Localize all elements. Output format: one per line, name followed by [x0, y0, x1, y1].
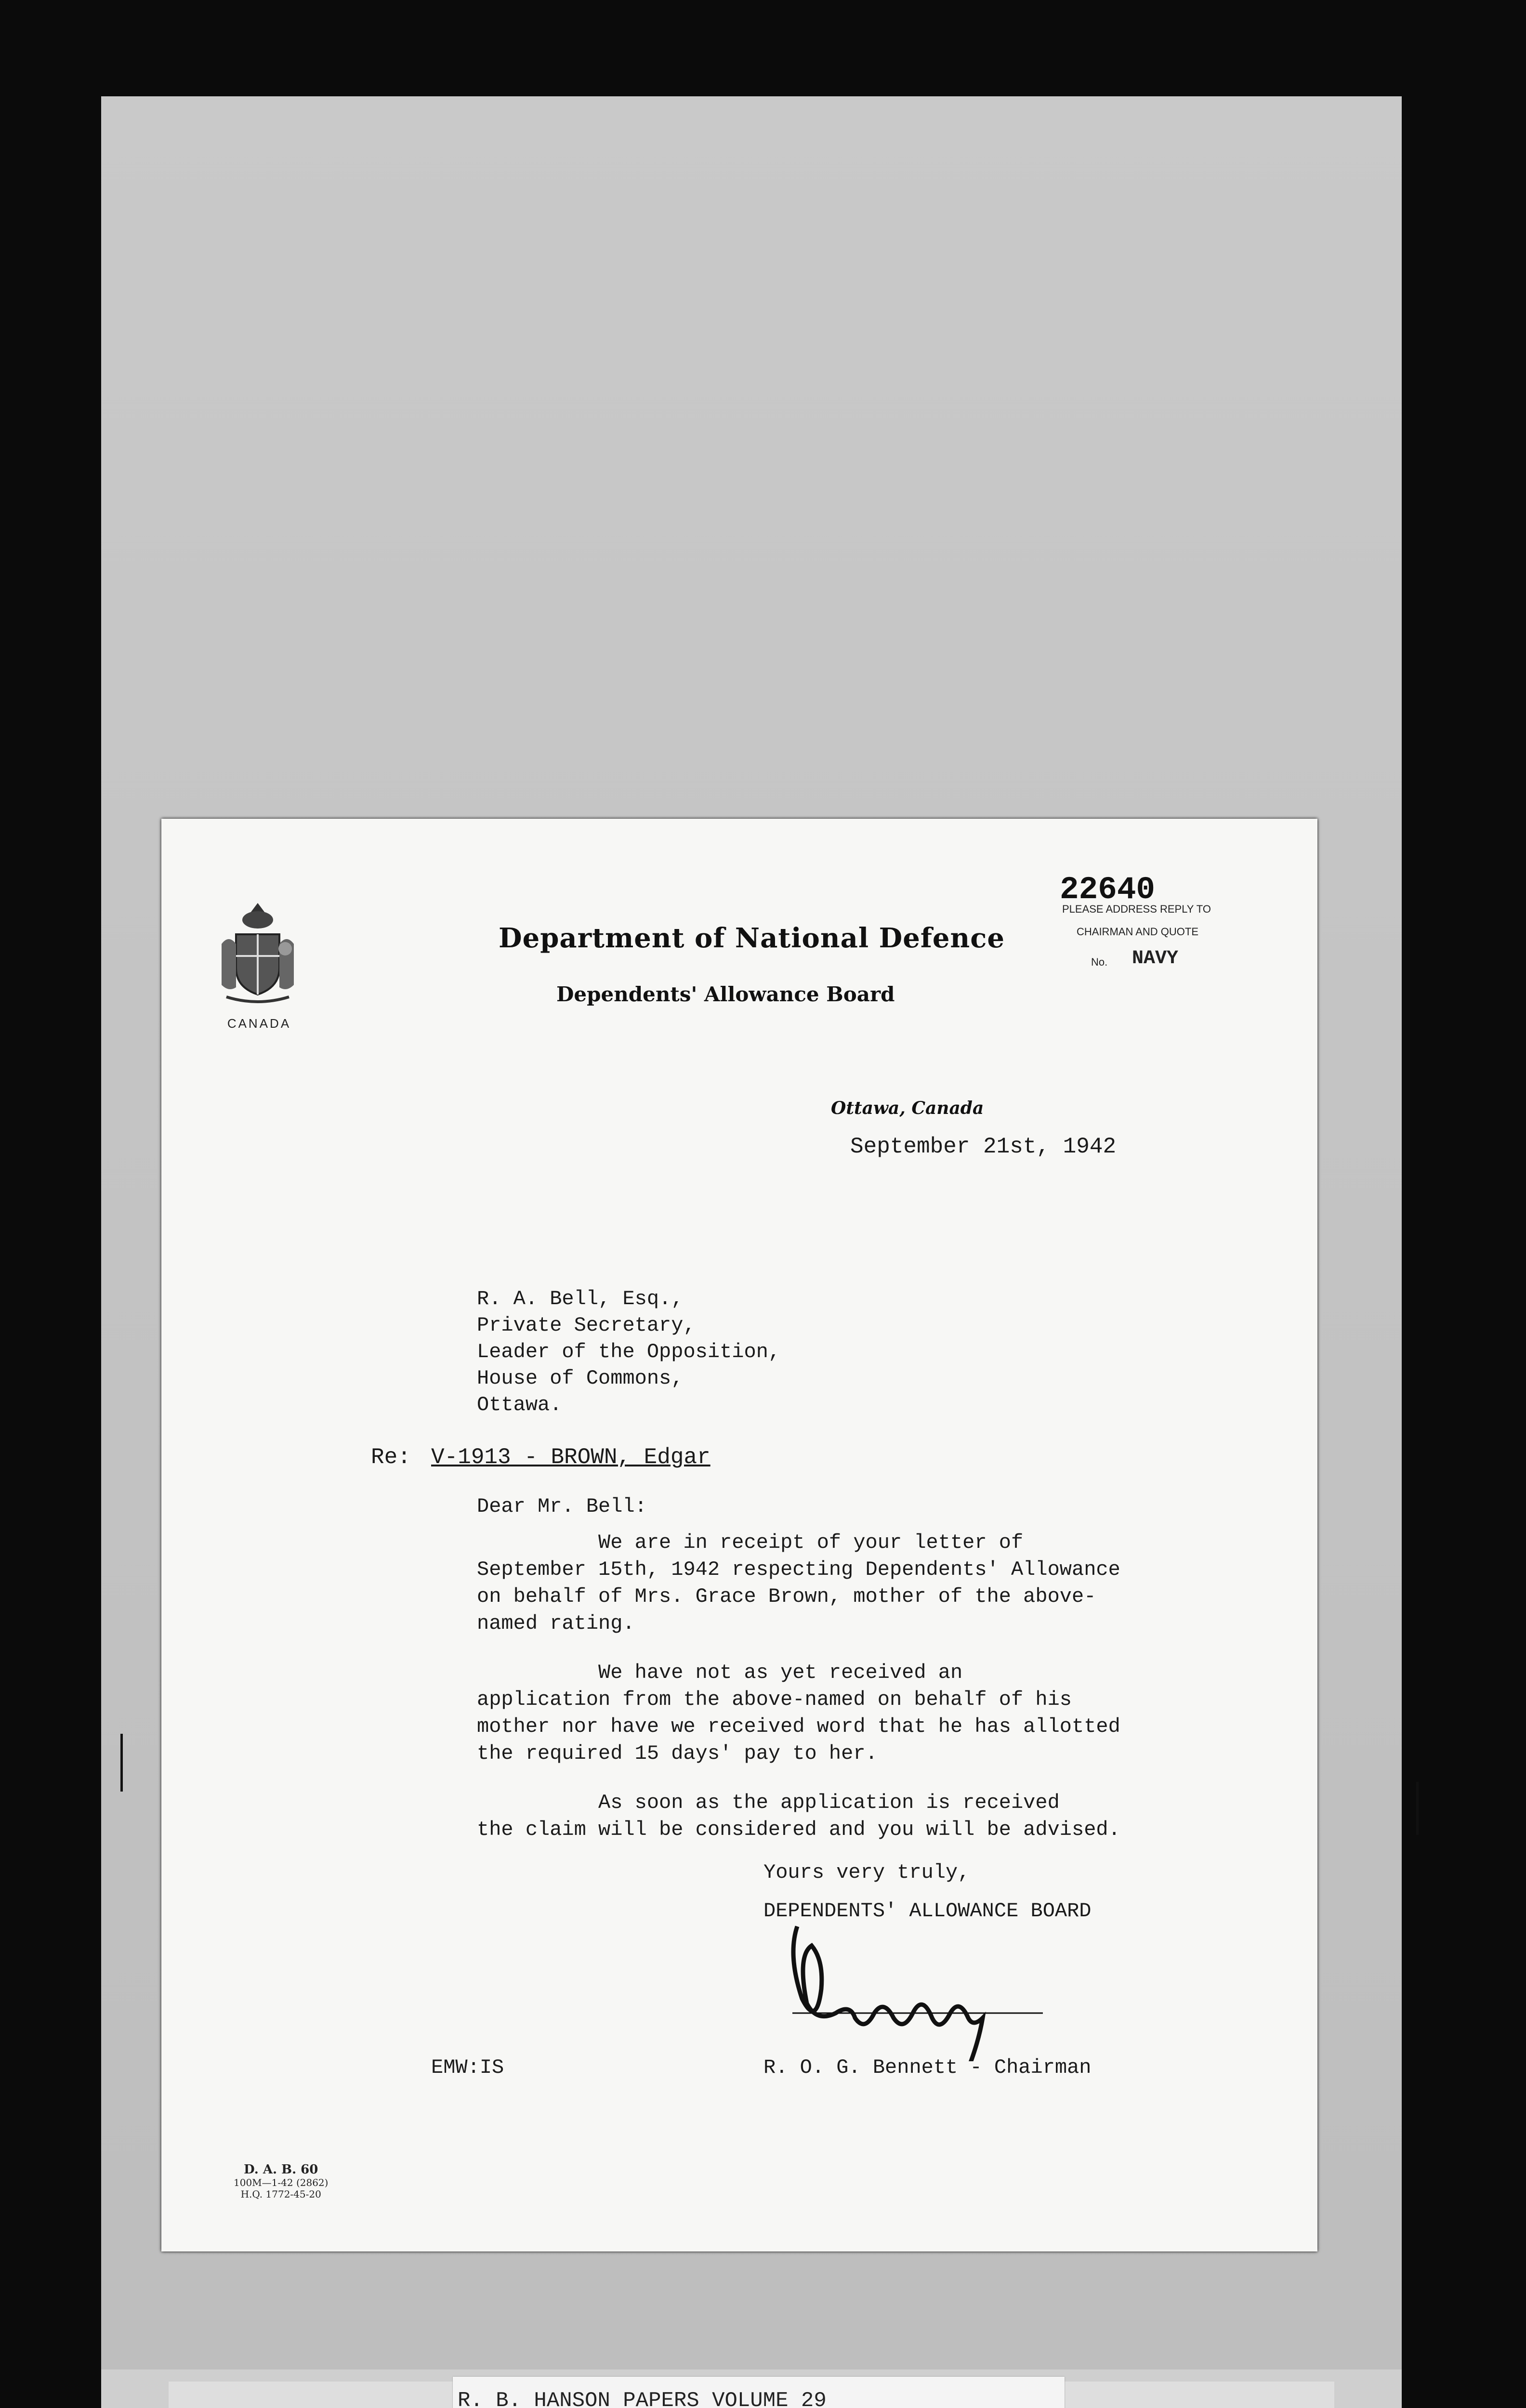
letter-place: Ottawa, Canada [831, 1098, 984, 1118]
subject-label: Re: [371, 1445, 411, 1470]
address-line: R. A. Bell, Esq., [477, 1287, 684, 1310]
edge-mark [120, 1734, 123, 1792]
body-paragraph-1: We are in receipt of your letter of September 15th, 1942 respecting Dependents' Allowance on behalf of Mrs. Grace Brown, mother of the above- named rating. [477, 1531, 1120, 1635]
signatory-name: R. O. G. Bennett - Chairman [763, 2056, 1092, 2079]
coat-of-arms-icon [217, 901, 299, 1004]
form-code-line2: 100M—1-42 (2862) [234, 2177, 329, 2188]
reply-instruction-line2: CHAIRMAN AND QUOTE [1077, 926, 1199, 938]
recipient-address [477, 1286, 780, 1418]
form-code-line3: H.Q. 1772-45-20 [240, 2188, 321, 2200]
reply-number-label: No. [1091, 956, 1108, 968]
department-heading: Department of National Defence [499, 922, 1005, 954]
file-stamp-number: 22640 [1060, 872, 1156, 908]
address-line: Private Secretary, [477, 1314, 696, 1337]
reply-number-value: NAVY [1132, 948, 1179, 969]
typist-initials: EMW:IS [431, 2056, 504, 2079]
address-line: Leader of the Opposition, [477, 1340, 781, 1363]
signing-organization: DEPENDENTS' ALLOWANCE BOARD [763, 1899, 1092, 1923]
body-paragraph-2: We have not as yet received an application from the above-named on behalf of his mother nor have we received word that he has allotted the required 15 days' pay to her. [477, 1661, 1120, 1765]
form-code-line1: D. A. B. 60 [244, 2162, 318, 2177]
body-paragraph-3: As soon as the application is received the claim will be considered and you will be advised. [477, 1791, 1120, 1841]
crest-label: CANADA [227, 1016, 291, 1031]
handwritten-signature [763, 1917, 1101, 2061]
letter-page [161, 819, 1317, 2251]
reply-instruction-line1: PLEASE ADDRESS REPLY TO [1062, 903, 1211, 915]
letter-date: September 21st, 1942 [850, 1134, 1117, 1159]
volume-label: R. B. HANSON PAPERS VOLUME 29 [458, 2389, 827, 2408]
edge-mark [1416, 1782, 1419, 1835]
subject-text: V-1913 - BROWN, Edgar [431, 1445, 710, 1470]
valediction: Yours very truly, [763, 1861, 970, 1884]
salutation: Dear Mr. Bell: [477, 1495, 647, 1518]
address-line: Ottawa. [477, 1393, 562, 1416]
address-line: House of Commons, [477, 1367, 684, 1390]
board-heading: Dependents' Allowance Board [556, 982, 895, 1006]
form-code [234, 2162, 328, 2200]
